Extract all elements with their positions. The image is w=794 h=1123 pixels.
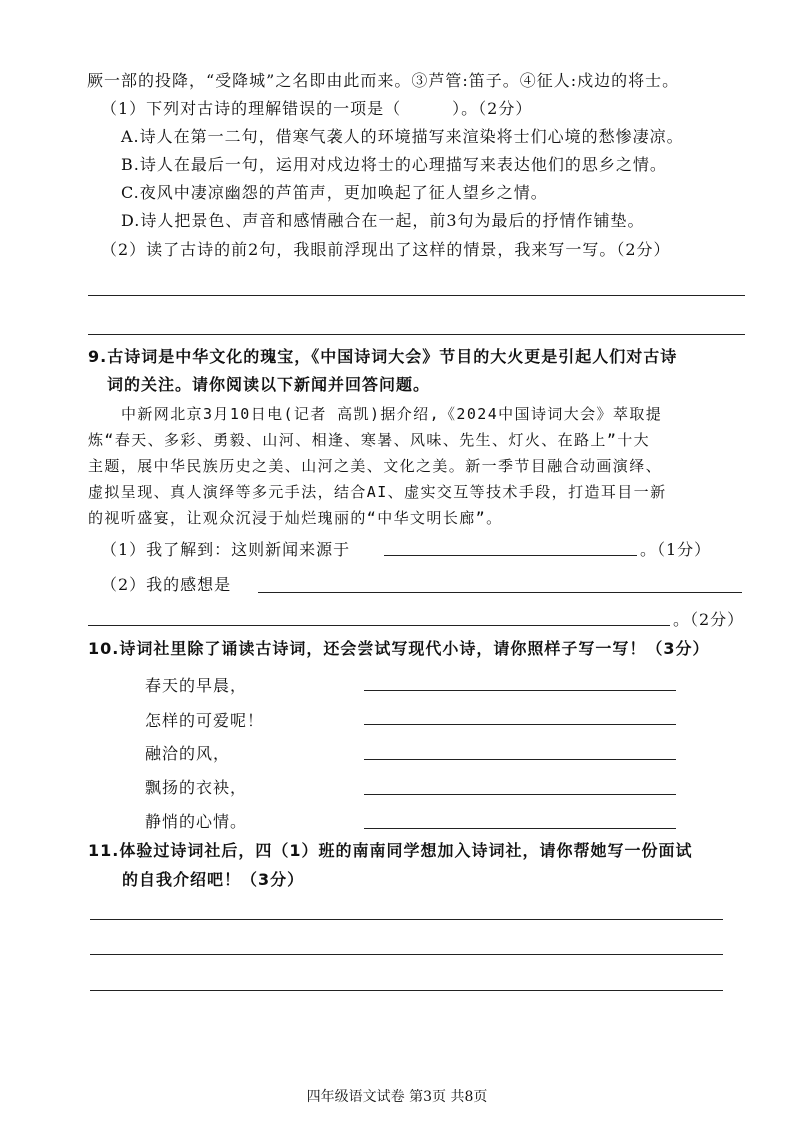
q9-title-line1: 9.古诗词是中华文化的瑰宝，《中国诗词大会》节目的大火更是引起人们对古诗 (88, 347, 678, 366)
q9-news-line1: 中新网北京3月10日电(记者 高凯)据介绍,《2024中国诗词大会》萃取提 (121, 405, 663, 423)
q8-option-b: B.诗人在最后一句，运用对戍边将士的心理描写来表达他们的思乡之情。 (121, 155, 667, 174)
q10-poem-line5: 静悄的心情。 (145, 812, 248, 831)
q8-sub1: （1）下列对古诗的理解错误的一项是（ ）。（2分） (101, 99, 533, 118)
q11-answer-line-2[interactable] (90, 954, 723, 955)
q9-news-line2: 炼“春天、多彩、勇毅、山河、相逢、寒暑、风味、先生、灯火、在路上”十大 (88, 431, 651, 449)
q10-poem-line3: 融洽的风， (145, 744, 231, 763)
q10-answer-line-1[interactable] (364, 690, 676, 691)
q9-title-line2: 词的关注。请你阅读以下新闻并回答问题。 (107, 375, 431, 394)
q10-title: 10.诗词社里除了诵读古诗词，还会尝试写现代小诗，请你照样子写一写！（3分） (88, 639, 710, 658)
q8-answer-line-1[interactable] (88, 295, 745, 296)
q10-answer-line-3[interactable] (364, 759, 676, 760)
q8-option-d: D.诗人把景色、声音和感情融合在一起，前3句为最后的抒情作铺垫。 (121, 211, 645, 230)
q9-sub1-answer-line[interactable] (384, 555, 637, 556)
q10-answer-line-5[interactable] (364, 828, 676, 829)
q11-title-line2: 的自我介绍吧！（3分） (122, 870, 305, 889)
q9-sub2-answer-line-1[interactable] (258, 592, 742, 593)
q8-answer-line-2[interactable] (88, 334, 745, 335)
page-footer: 四年级语文试卷 第3页 共8页 (306, 1089, 488, 1105)
q11-title-line1: 11.体验过诗词社后，四（1）班的南南同学想加入诗词社，请你帮她写一份面试 (88, 841, 693, 860)
q11-answer-line-3[interactable] (90, 990, 723, 991)
q8-option-a: A.诗人在第一二句，借寒气袭人的环境描写来渲染将士们心境的愁惨凄凉。 (121, 127, 684, 146)
q10-poem-line2: 怎样的可爱呢！ (145, 711, 265, 730)
q9-sub1-suffix: 。（1分） (640, 540, 712, 559)
poem-notes: 厥一部的投降，“受降城”之名即由此而来。③芦管:笛子。④征人:戍边的将士。 (87, 71, 680, 90)
q9-sub2-prefix: （2）我的感想是 (101, 575, 232, 594)
q11-answer-line-1[interactable] (90, 919, 723, 920)
q10-answer-line-4[interactable] (364, 794, 676, 795)
q10-answer-line-2[interactable] (364, 724, 676, 725)
q10-poem-line4: 飘扬的衣袂， (145, 778, 248, 797)
q8-sub2: （2）读了古诗的前2句，我眼前浮现出了这样的情景，我来写一写。（2分） (101, 240, 671, 259)
q9-sub2-answer-line-2[interactable] (88, 625, 670, 626)
q9-sub1-prefix: （1）我了解到：这则新闻来源于 (101, 540, 351, 559)
q9-news-line4: 虚拟呈现、真人演绎等多元手法，结合AI、虚实交互等技术手段，打造耳目一新 (88, 483, 667, 501)
q10-poem-line1: 春天的早晨， (145, 676, 248, 695)
q9-sub2-suffix: 。（2分） (673, 610, 745, 629)
q9-news-line5: 的视听盛宴，让观众沉浸于灿烂瑰丽的“中华文明长廊”。 (88, 509, 503, 527)
q8-option-c: C.夜风中凄凉幽怨的芦笛声，更加唤起了征人望乡之情。 (121, 183, 548, 202)
q9-news-line3: 主题，展中华民族历史之美、山河之美、文化之美。新一季节目融合动画演绎、 (88, 457, 663, 475)
